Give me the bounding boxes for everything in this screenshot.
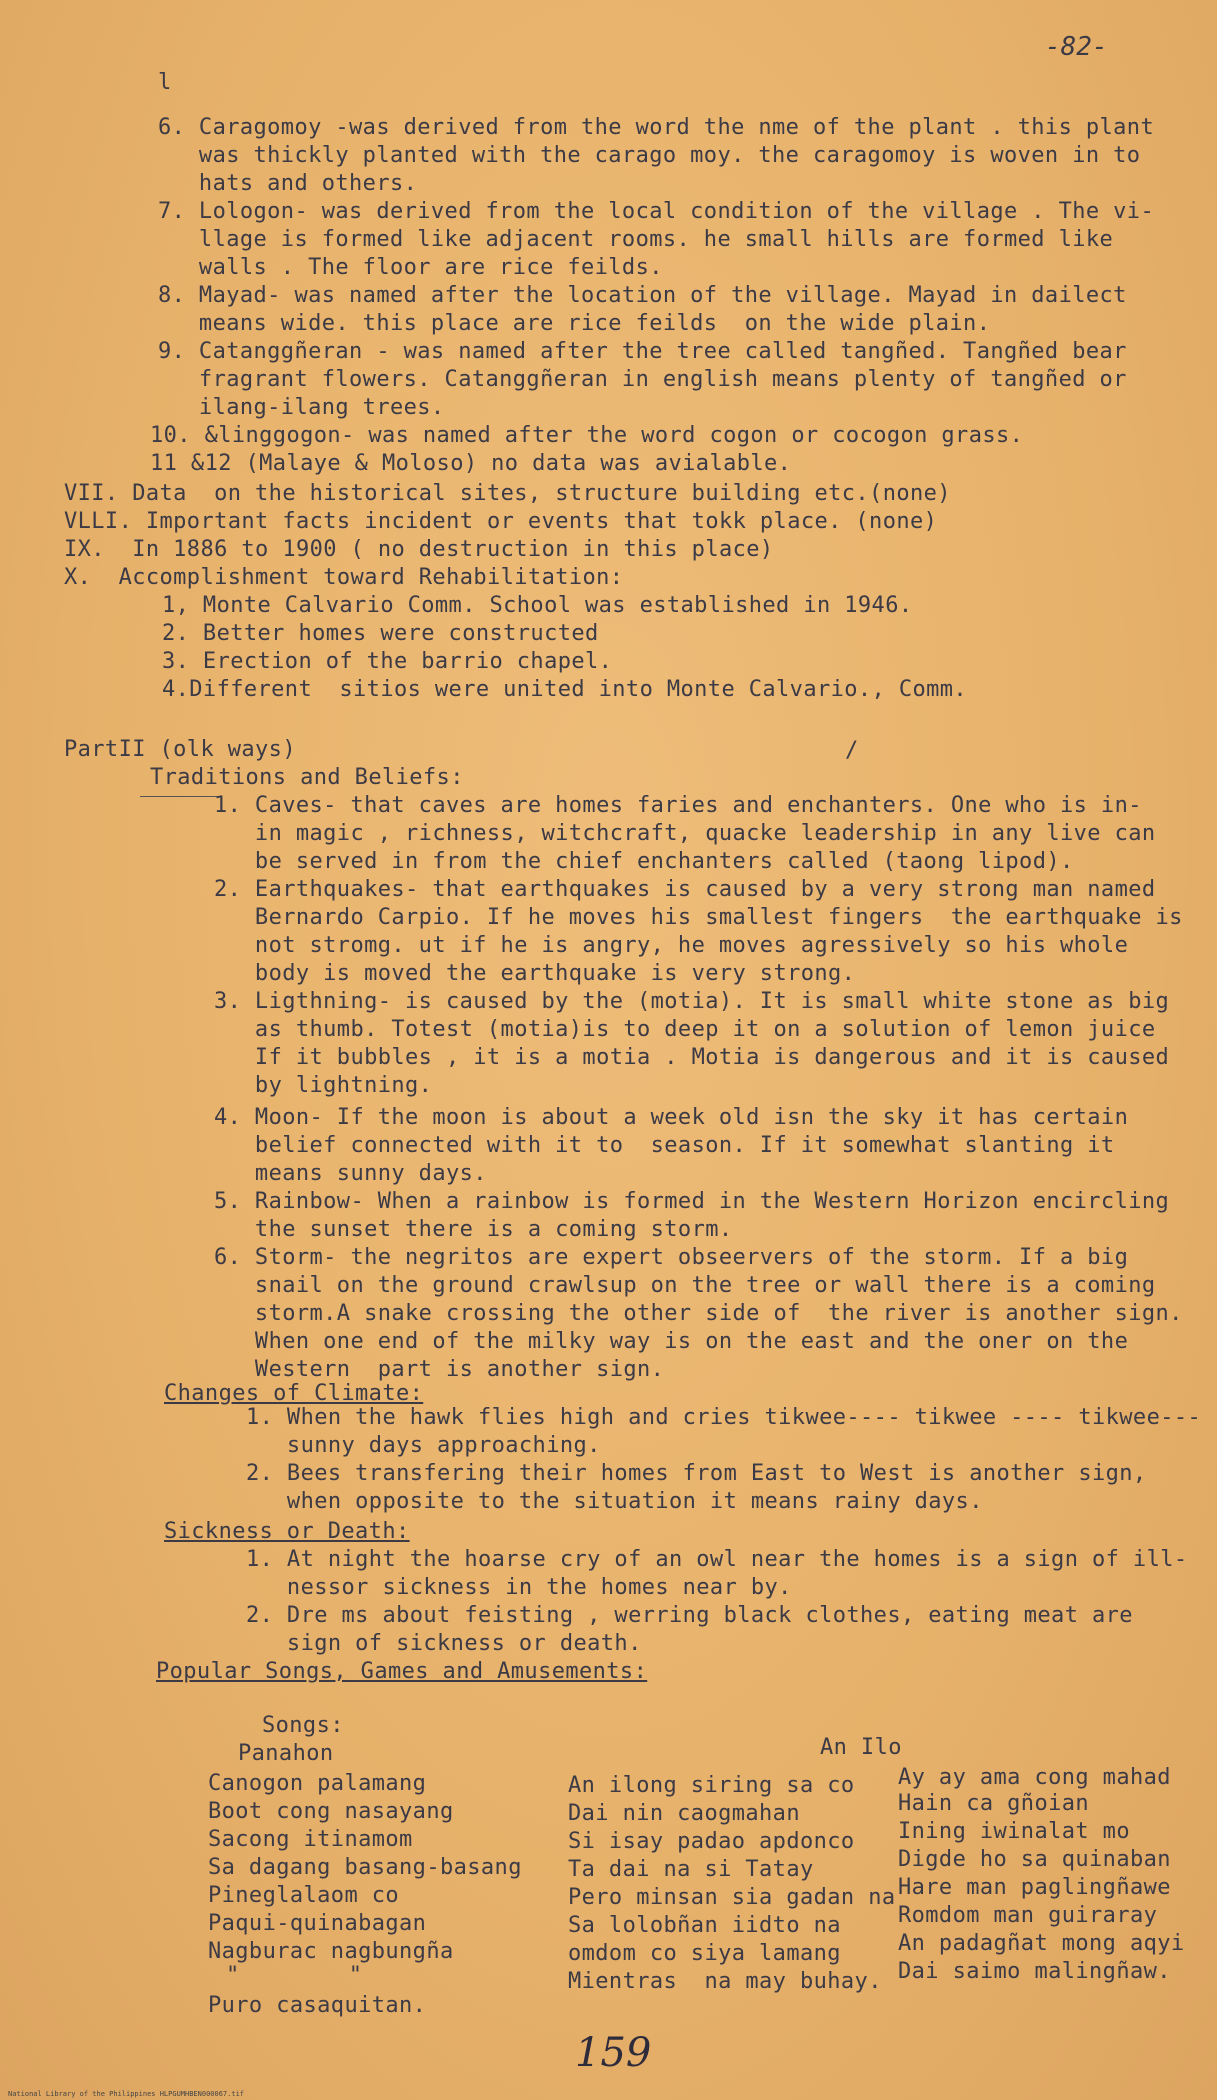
song-line: Pineglalaom co [208,1883,400,1908]
text-line: Bernardo Carpio. If he moves his smallest fingers the earthquake is [214,905,1183,930]
margin-mark: l [158,70,172,95]
text-line: snail on the ground crawlsup on the tree or wall there is a coming [214,1273,1156,1298]
text-line: 2. Dre ms about feisting , werring black clothes, eating meat are [246,1603,1133,1628]
text-line: 11 &12 (Malaye & Moloso) no data was avialable. [150,451,792,476]
text-line: not stromg. ut if he is angry, he moves agressively so his whole [214,933,1129,958]
text-line: was thickly planted with the carago moy. the caragomoy is woven in to [158,143,1141,168]
text-line: 1. When the hawk flies high and cries tikwee---- tikwee ---- tikwee--- [246,1405,1202,1430]
text-line: 7. Lologon- was derived from the local condition of the village . The vi- [158,199,1155,224]
text-line: by lightning. [214,1073,433,1098]
text-line: hats and others. [158,171,418,196]
text-line: 2. Earthquakes- that earthquakes is caused by a very strong man named [214,877,1156,902]
song-line: Canogon palamang [208,1771,427,1796]
subsection-heading: Sickness or Death: [164,1519,410,1544]
subsection-heading: Popular Songs, Games and Amusements: [156,1659,648,1684]
text-line: means sunny days. [214,1161,487,1186]
text-line: 9. Catanggñeran - was named after the tree called tangñed. Tangñed bear [158,339,1127,364]
song-line: Sa lolobñan iidto na [568,1913,841,1938]
songs-label: Songs: [262,1713,344,1738]
text-line: If it bubbles , it is a motia . Motia is dangerous and it is caused [214,1045,1170,1070]
page-number: -82- [1045,32,1108,62]
text-line: fragrant flowers. Catanggñeran in english means plenty of tangñed or [158,367,1127,392]
song-line: Mientras na may buhay. [568,1969,882,1994]
section-heading: PartII (olk ways) [64,737,296,762]
song-line: " " [226,1963,363,1988]
archive-footer: National Library of the Philippines HLPGUMHBEN000067.tif [8,2090,245,2098]
text-line: means wide. this place are rice feilds on the wide plain. [158,311,991,336]
text-line: 4.Different sitios were united into Monte Calvario., Comm. [162,677,968,702]
song-line: Ining iwinalat mo [898,1819,1130,1844]
text-line: IX. In 1886 to 1900 ( no destruction in this place) [64,537,774,562]
song-line: Si isay padao apdonco [568,1829,855,1854]
song-title-an-ilo: An Ilo [820,1735,902,1760]
song-line: An ilong siring sa co [568,1773,855,1798]
song-line: Ay ay ama cong mahad [898,1765,1171,1790]
text-line: 1. At night the hoarse cry of an owl near the homes is a sign of ill- [246,1547,1188,1572]
song-line: Hain ca gñoian [898,1791,1090,1816]
text-line: as thumb. Totest (motia)is to deep it on a solution of lemon juice [214,1017,1156,1042]
song-line: Sacong itinamom [208,1827,413,1852]
song-line: An padagñat mong aqyi [898,1931,1185,1956]
song-line: Pero minsan sia gadan na [568,1885,896,1910]
text-line: walls . The floor are rice feilds. [158,255,663,280]
song-line: omdom co siya lamang [568,1941,841,1966]
text-line: sunny days approaching. [246,1433,601,1458]
margin-slash: / [845,738,859,763]
text-line: VII. Data on the historical sites, structure building etc.(none) [64,481,951,506]
text-line: llage is formed like adjacent rooms. he small hills are formed like [158,227,1114,252]
text-line: 4. Moon- If the moon is about a week old isn the sky it has certain [214,1105,1129,1130]
text-line: 8. Mayad- was named after the location of the village. Mayad in dailect [158,283,1127,308]
text-line: 10. &linggogon- was named after the word cogon or cocogon grass. [150,423,1024,448]
text-line: Western part is another sign. [214,1357,665,1382]
text-line: 1, Monte Calvario Comm. School was established in 1946. [162,593,913,618]
song-line: Paqui-quinabagan [208,1911,427,1936]
text-line: X. Accomplishment toward Rehabilitation: [64,565,624,590]
song-line: Sa dagang basang-basang [208,1855,522,1880]
text-line: ilang-ilang trees. [158,395,445,420]
song-line: Hare man paglingñawe [898,1875,1171,1900]
song-line: Boot cong nasayang [208,1799,454,1824]
song-line: Nagburac nagbungña [208,1939,454,1964]
text-line: be served in from the chief enchanters called (taong lipod). [214,849,1074,874]
text-line: nessor sickness in the homes near by. [246,1575,792,1600]
text-line: VLLI. Important facts incident or events that tokk place. (none) [64,509,938,534]
text-line: 6. Caragomoy -was derived from the word the nme of the plant . this plant [158,115,1155,140]
song-line: Dai saimo malingñaw. [898,1959,1171,1984]
song-line: Dai nin caogmahan [568,1801,800,1826]
text-line: the sunset there is a coming storm. [214,1217,733,1242]
text-line: in magic , richness, witchcraft, quacke leadership in any live can [214,821,1156,846]
text-line: 2. Bees transfering their homes from East to West is another sign, [246,1461,1147,1486]
text-line: storm.A snake crossing the other side of the river is another sign. [214,1301,1183,1326]
text-line: 1. Caves- that caves are homes faries and enchanters. One who is in- [214,793,1142,818]
text-line: When one end of the milky way is on the east and the oner on the [214,1329,1129,1354]
text-line: when opposite to the situation it means rainy days. [246,1489,983,1514]
handwritten-number: 159 [575,2030,652,2076]
text-line: 6. Storm- the negritos are expert obseervers of the storm. If a big [214,1245,1129,1270]
song-title-panahon: Panahon [238,1741,334,1766]
text-line: body is moved the earthquake is very strong. [214,961,856,986]
text-line: 5. Rainbow- When a rainbow is formed in the Western Horizon encircling [214,1189,1170,1214]
song-line: Ta dai na si Tatay [568,1857,814,1882]
song-line: Digde ho sa quinaban [898,1847,1171,1872]
text-line: sign of sickness or death. [246,1631,642,1656]
song-line: Puro casaquitan. [208,1993,427,2018]
text-line: belief connected with it to season. If it somewhat slanting it [214,1133,1115,1158]
subsection-heading: Traditions and Beliefs: [150,765,464,790]
text-line: 3. Ligthning- is caused by the (motia). It is small white stone as big [214,989,1170,1014]
subsection-heading: Changes of Climate: [164,1381,424,1406]
text-line: 2. Better homes were constructed [162,621,599,646]
rule [140,796,220,797]
text-line: 3. Erection of the barrio chapel. [162,649,613,674]
song-line: Romdom man guiraray [898,1903,1158,1928]
